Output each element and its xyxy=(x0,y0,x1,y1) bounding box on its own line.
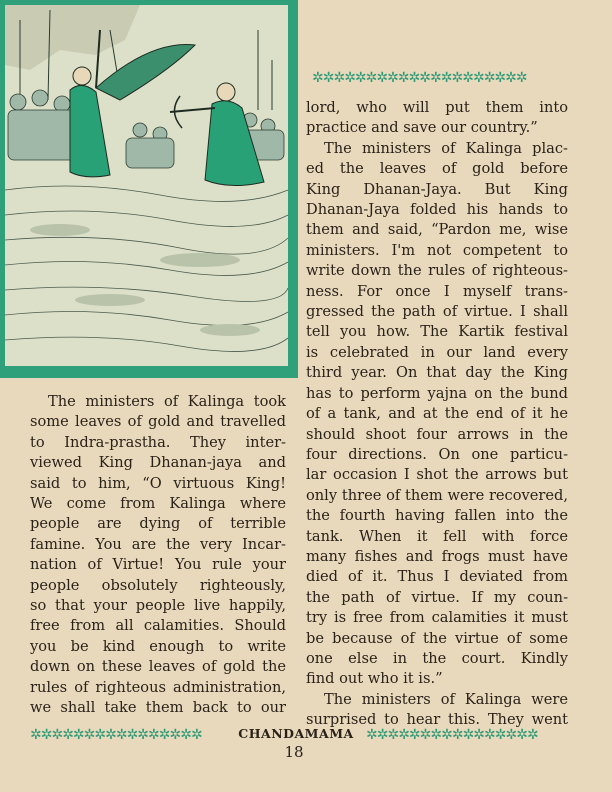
page-number: 18 xyxy=(284,743,304,761)
text-line: Dhanan-Jaya folded his hands to xyxy=(306,201,568,219)
text-line: lar occasion I shot the arrows but xyxy=(306,466,568,484)
text-line: The ministers of Kalinga plac- xyxy=(324,139,568,157)
text-line: be because of the virtue of some xyxy=(306,629,568,647)
text-line: famine. You are the very Incar- xyxy=(30,535,286,553)
magazine-title: CHANDAMAMA xyxy=(238,726,354,741)
top-ornament-band: ✲✲✲✲✲✲✲✲✲✲✲✲✲✲✲✲✲✲✲✲ xyxy=(312,70,527,86)
text-line: gressed the path of virtue. I shall xyxy=(306,303,568,321)
text-line: the path of virtue. If my coun- xyxy=(306,588,568,606)
text-line: down on these leaves of gold the xyxy=(30,658,286,676)
text-line: find out who it is.” xyxy=(306,670,443,688)
footer-ornament-right: ✲✲✲✲✲✲✲✲✲✲✲✲✲✲✲✲ xyxy=(366,727,538,743)
text-line: only three of them were recovered, xyxy=(306,486,568,504)
text-line: ed the leaves of gold before xyxy=(306,160,568,178)
text-line: should shoot four arrows in the xyxy=(306,425,568,443)
text-line: tank. When it fell with force xyxy=(306,527,568,545)
illustration-king-archer-scene xyxy=(0,0,298,378)
text-line: to Indra-prastha. They inter- xyxy=(30,433,286,451)
text-line: we shall take them back to our xyxy=(30,699,286,717)
text-line: nation of Virtue! You rule your xyxy=(30,556,286,574)
text-line: King Dhanan-Jaya. But King xyxy=(306,180,568,198)
text-line: practice and save our country.” xyxy=(306,119,538,137)
text-line: The ministers of Kalinga were xyxy=(324,690,568,708)
text-line: people obsolutely righteously, xyxy=(30,576,286,594)
text-line: of a tank, and at the end of it he xyxy=(306,405,568,423)
text-line: lord, who will put them into xyxy=(306,99,568,116)
text-line: tell you how. The Kartik festival xyxy=(306,323,568,341)
text-line: you be kind enough to write xyxy=(30,637,286,655)
text-line: the fourth having fallen into the xyxy=(306,507,568,525)
text-line: people are dying of terrible xyxy=(30,515,286,533)
text-line: try is free from calamities it must xyxy=(306,609,568,627)
story-illustration xyxy=(0,0,298,378)
text-line: We come from Kalinga where xyxy=(30,495,286,513)
text-line: so that your people live happily, xyxy=(30,597,286,615)
text-line: write down the rules of righteous- xyxy=(306,262,568,280)
text-line: free from all calamities. Should xyxy=(30,617,286,635)
text-line: them and said, “Pardon me, wise xyxy=(306,221,568,239)
text-line: many fishes and frogs must have xyxy=(306,547,568,565)
text-line: said to him, “O virtuous King! xyxy=(30,474,286,492)
text-line: four directions. On one particu- xyxy=(306,445,568,463)
text-line: some leaves of gold and travelled xyxy=(30,413,286,431)
text-line: one else in the court. Kindly xyxy=(306,649,568,667)
text-line: third year. On that day the King xyxy=(306,364,568,382)
footer-ornament-left: ✲✲✲✲✲✲✲✲✲✲✲✲✲✲✲✲ xyxy=(30,727,202,743)
text-line: died of it. Thus I deviated from xyxy=(306,568,568,586)
text-line: ness. For once I myself trans- xyxy=(306,282,568,300)
text-line: is celebrated in our land every xyxy=(306,343,568,361)
text-line: The ministers of Kalinga took xyxy=(48,393,286,410)
right-column-text xyxy=(306,98,568,731)
text-line: viewed King Dhanan-jaya and xyxy=(30,454,286,472)
text-line: surprised to hear this. They went xyxy=(306,711,568,729)
text-line: has to perform yajna on the bund xyxy=(306,384,568,402)
text-line: ministers. I'm not competent to xyxy=(306,241,568,259)
left-column-text xyxy=(30,392,286,719)
text-line: rules of righteous administration, xyxy=(30,678,286,696)
